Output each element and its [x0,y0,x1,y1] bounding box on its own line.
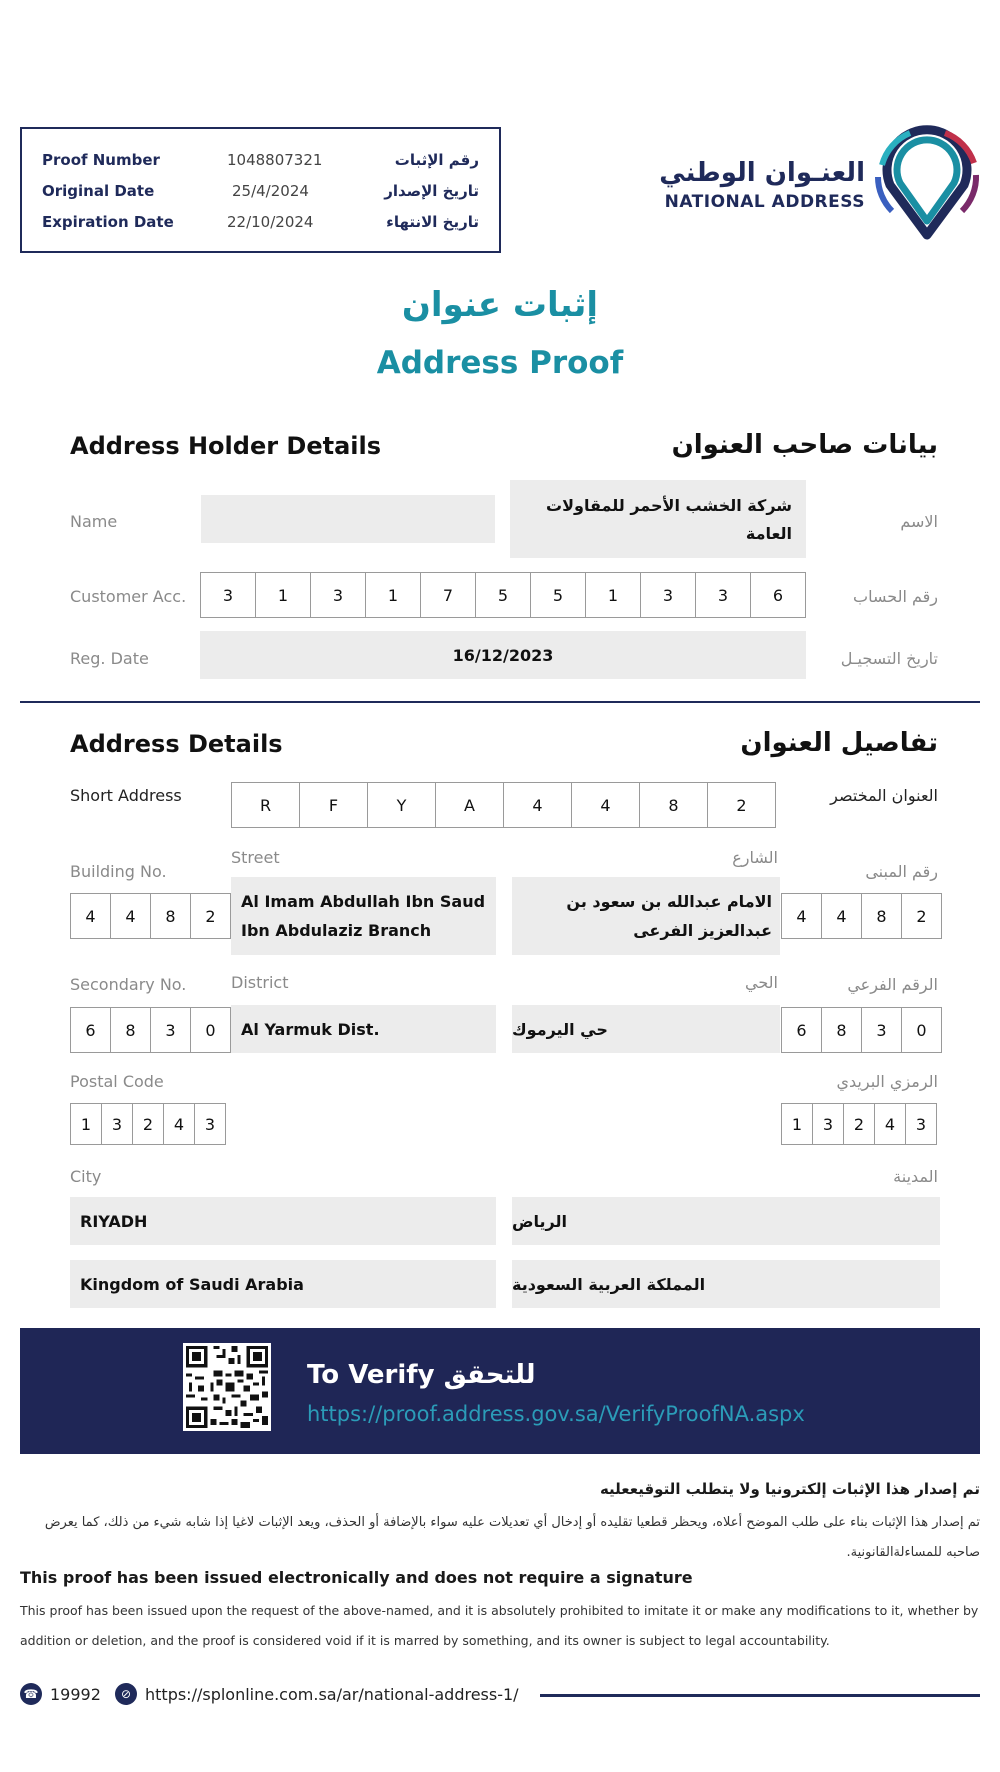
expiration-date-row [22,213,499,241]
short-address-label-ar: العنوان المختصر [830,786,938,805]
reg-date-label: Reg. Date [70,649,149,668]
secondary-digit-cell: 3 [861,1007,902,1053]
original-date-value: 25/4/2024 [232,182,309,200]
building-number-cells-ar [781,893,942,939]
account-label: Customer Acc. [70,587,187,606]
postal-code-cells-ar [781,1103,937,1145]
notice-title-ar: تم إصدار هذا الإثبات إلكترونيا ولا يتطلب التوقيععليه [599,1480,980,1498]
verify-title: To Verify للتحقق [307,1360,536,1390]
secondary-digit-cell: 0 [901,1007,942,1053]
country-value-en: Kingdom of Saudi Arabia [80,1274,304,1294]
short-address-cells [231,782,776,828]
verify-banner [20,1328,980,1454]
postal-code-label: Postal Code [70,1072,164,1091]
short-address-char-cell: Y [367,782,436,828]
secondary-number-cells-en [70,1007,231,1053]
reg-date-label-ar: تاريخ التسجيـل [840,649,938,668]
postal-digit-cell: 3 [101,1103,133,1145]
street-field-ar [512,877,780,955]
name-value-ar: شركة الخشب الأحمر للمقاولات العامة [546,496,792,543]
building-number-cells-en [70,893,231,939]
footer-website[interactable] [115,1683,519,1705]
qr-code-icon[interactable] [183,1343,271,1431]
district-label: District [231,973,289,992]
postal-code-cells-en [70,1103,226,1145]
building-digit-cell: 4 [781,893,822,939]
postal-digit-cell: 2 [132,1103,164,1145]
link-icon: ⊘ [115,1683,137,1705]
holder-heading-ar: بيانات صاحب العنوان [671,430,938,460]
secondary-digit-cell: 6 [70,1007,111,1053]
district-value-ar: حي اليرموك [512,1019,608,1039]
expiration-date-label: Expiration Date [42,213,174,231]
short-address-char-cell: 4 [503,782,572,828]
account-label-ar: رقم الحساب [853,587,938,606]
short-address-char-cell: 4 [571,782,640,828]
phone-icon: ☎ [20,1683,42,1705]
short-address-char-cell: R [231,782,300,828]
city-field-ar [512,1197,940,1245]
postal-digit-cell: 2 [843,1103,875,1145]
footer-phone-number: 19992 [50,1684,101,1704]
postal-digit-cell: 4 [163,1103,195,1145]
city-value-en: RIYADH [80,1211,148,1231]
proof-number-label-ar: رقم الإثبات [394,151,479,169]
account-digit-cell: 3 [640,572,696,618]
secondary-digit-cell: 0 [190,1007,231,1053]
street-value-en: Al Imam Abdullah Ibn Saud Ibn Abdulaziz Branch [241,892,486,940]
building-label-ar: رقم المبنى [865,862,938,881]
expiration-date-value: 22/10/2024 [227,213,314,231]
building-digit-cell: 2 [901,893,942,939]
account-digit-cell: 3 [695,572,751,618]
building-digit-cell: 8 [861,893,902,939]
secondary-label-ar: الرقم الفرعي [847,975,938,994]
proof-number-value: 1048807321 [227,151,323,169]
notice-body-en: This proof has been issued upon the request of the above-named, and it is absolutely prohibited to imitate it or make any modifications to it, whether by addition or deletion, and the proof is considered void if it is marred by something, and its owner is subject to legal accountability. [20,1603,979,1648]
district-value-en: Al Yarmuk Dist. [241,1019,380,1039]
proof-number-row [22,151,499,179]
page-title-ar: إثبات عنوان [401,285,599,325]
street-label-ar: الشارع [732,848,778,867]
section-divider [20,701,980,703]
country-value-ar: المملكة العربية السعودية [512,1274,706,1294]
building-digit-cell: 8 [150,893,191,939]
postal-code-label-ar: الرمزي البريدي [836,1072,938,1091]
city-field-en [70,1197,496,1245]
holder-heading-en: Address Holder Details [70,432,382,460]
name-field-en [201,495,495,543]
secondary-digit-cell: 3 [150,1007,191,1053]
account-digit-cell: 5 [530,572,586,618]
account-digit-cell: 5 [475,572,531,618]
page-title-en: Address Proof [376,345,624,381]
account-digit-cell: 7 [420,572,476,618]
country-field-en [70,1260,496,1308]
short-address-char-cell: 2 [707,782,776,828]
building-digit-cell: 4 [70,893,111,939]
street-value-ar: الامام عبدالله بن سعود بن عبدالعزيز الفرعى [566,892,772,940]
name-label-ar: الاسم [900,512,938,531]
district-label-ar: الحي [745,973,778,992]
building-label: Building No. [70,862,167,881]
expiration-date-label-ar: تاريخ الانتهاء [386,213,479,231]
city-label: City [70,1167,102,1186]
original-date-row [22,182,499,210]
short-address-char-cell: F [299,782,368,828]
secondary-digit-cell: 6 [781,1007,822,1053]
postal-digit-cell: 4 [874,1103,906,1145]
national-address-logo-icon [870,125,985,250]
street-label: Street [231,848,280,867]
footer-website-url: https://splonline.com.sa/ar/national-address-1/ [145,1684,519,1704]
name-field-ar [510,480,806,558]
proof-info-box [20,127,501,253]
postal-digit-cell: 3 [194,1103,226,1145]
proof-number-label: Proof Number [42,151,160,169]
postal-digit-cell: 3 [812,1103,844,1145]
postal-digit-cell: 1 [781,1103,813,1145]
secondary-digit-cell: 8 [110,1007,151,1053]
city-value-ar: الرياض [512,1211,567,1231]
district-field-en [231,1005,496,1053]
original-date-label: Original Date [42,182,155,200]
address-heading-en: Address Details [70,730,283,758]
account-digit-cell: 1 [255,572,311,618]
street-field-en [231,877,496,955]
account-digit-cell: 1 [585,572,641,618]
short-address-char-cell: A [435,782,504,828]
reg-date-field [200,631,806,679]
notice-body-ar: تم إصدار هذا الإثبات بناء على طلب الموضح أعلاه، ويحظر قطعيا تقليده أو إدخال أي تعديلات عليه سواء بالإضافة أو الحذف، ويعد الإثبات لاغيا إذا شابه شيء من ذلك، كما يعرض صاحبه للمساءلةالقانونية. [44,1515,980,1560]
address-heading-ar: تفاصيل العنوان [740,728,938,758]
footer-rule [540,1694,980,1697]
postal-digit-cell: 1 [70,1103,102,1145]
account-number-cells [200,572,806,618]
notice-title-en: This proof has been issued electronically and does not require a signature [20,1568,693,1587]
footer-phone[interactable] [20,1683,101,1705]
city-label-ar: المدينة [893,1167,938,1186]
reg-date-value: 16/12/2023 [452,645,554,665]
logo-text-ar: العنـوان الوطني [659,158,865,188]
secondary-number-cells-ar [781,1007,942,1053]
verify-link[interactable]: https://proof.address.gov.sa/VerifyProofNA.aspx [307,1402,805,1426]
name-label: Name [70,512,118,531]
account-digit-cell: 3 [200,572,256,618]
building-digit-cell: 4 [110,893,151,939]
district-field-ar [512,1005,780,1053]
secondary-label: Secondary No. [70,975,187,994]
short-address-label: Short Address [70,786,182,805]
original-date-label-ar: تاريخ الإصدار [384,182,479,200]
secondary-digit-cell: 8 [821,1007,862,1053]
account-digit-cell: 3 [310,572,366,618]
building-digit-cell: 2 [190,893,231,939]
account-digit-cell: 6 [750,572,806,618]
building-digit-cell: 4 [821,893,862,939]
short-address-char-cell: 8 [639,782,708,828]
account-digit-cell: 1 [365,572,421,618]
logo-text-en: NATIONAL ADDRESS [664,192,865,212]
postal-digit-cell: 3 [905,1103,937,1145]
country-field-ar [512,1260,940,1308]
